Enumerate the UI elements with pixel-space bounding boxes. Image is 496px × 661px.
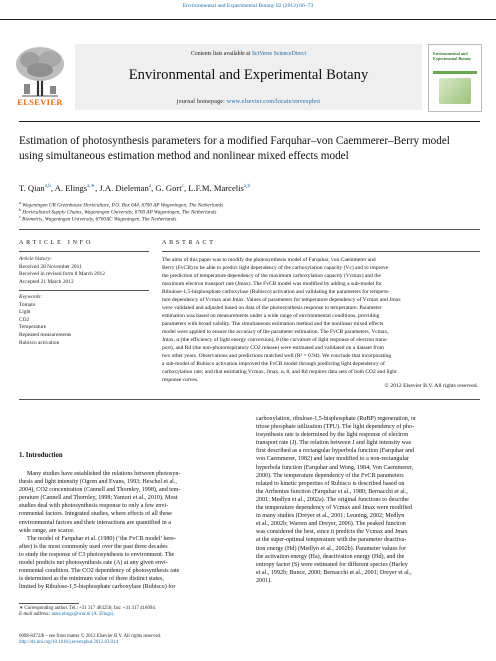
body-line: after) is the most commonly used over the past three decades — [19, 543, 168, 550]
article-info-rule — [19, 251, 149, 252]
body-line: thesis and light intensity (Ogren and Evans, 1993; Heschel et al., — [19, 479, 177, 486]
body-line: at the super-optimal temperature with the parameter deactiva- — [256, 537, 407, 544]
body-line: von Caemmerer, 1982) and later modified to a non-rectangular — [256, 456, 409, 463]
section-heading-introduction: 1. Introduction — [19, 452, 63, 459]
homepage-link[interactable]: www.elsevier.com/locate/envexpbot — [226, 99, 321, 105]
body-line: the activation energy (Ha), deactivation energy (Hd), and the — [256, 553, 405, 560]
body-line: environmental factors and their interactions are quantified in a — [19, 519, 171, 526]
keywords-label: Keywords: — [19, 294, 43, 300]
keywords — [19, 294, 149, 347]
homepage-prefix: journal homepage: — [176, 99, 225, 105]
email-label: E-mail address: — [19, 612, 51, 618]
body-line: et al., 1992b; Bunce, 2000; Bernacchi et al., 2001; Dreyer et al., — [256, 569, 412, 576]
body-line: Many studies have established the relations between photosyn- — [27, 471, 181, 477]
body-line: carboxylation, ribulose-1,5-bisphosphate (RuBP) regeneration, or — [256, 416, 416, 422]
abstract-line: estimation was based on measurements under a wide range of environmental conditions, providing — [162, 313, 380, 319]
history-revised: Received in revised form 8 March 2012 — [19, 271, 105, 278]
author-name[interactable]: L.F.M. Marcelis — [188, 183, 244, 193]
body-line: tosynthesis rate is determined by the light response of electron — [256, 432, 409, 439]
body-line: wide range, are scarce. — [19, 527, 75, 534]
author-email-link[interactable]: anne.elings@wur.nl (A. Elings). — [51, 612, 115, 618]
left-column — [19, 470, 244, 591]
abstract-line: were validated and adjusted based on data of the photosynthesis response to temperature. Parameter — [162, 305, 382, 311]
affiliation-text: Wageningen UR Greenhouse Horticulture, P.O. Box 644, 6700 AP Wageningen, The Netherlands — [22, 202, 224, 209]
sciencedirect-link[interactable]: SciVerse ScienceDirect — [251, 51, 307, 57]
journal-citation-header[interactable]: Environmental and Experimental Botany 82 (2012) 66–73 — [182, 3, 314, 9]
body-line: in many studies (Dreyer et al., 2001; Leuning, 2002; Medlyn — [256, 513, 405, 520]
footnote-rule — [19, 603, 79, 604]
abstract-heading: ABSTRACT — [162, 240, 216, 246]
issn-line: 0098-8472/$ – see front matter © 2012 Elsevier B.V. All rights reserved. — [19, 634, 162, 639]
journal-name: Environmental and Experimental Botany — [128, 67, 369, 83]
body-line: tion energy (Hd) (Medlyn et al., 2002b). Parameter values for — [256, 545, 407, 552]
history-accepted: Accepted 21 March 2012 — [19, 278, 74, 285]
history-received: Received 28 November 2011 — [19, 263, 82, 270]
article-title: Estimation of photosynthesis parameters for a modified Farquhar–von Caemmerer–Berry model using simultaneous estimation method and nonlinear mixed effects model — [19, 135, 450, 162]
abstract-line: maximum electron transport rate (Jmax). The FvCB model was modified by adding a sub-model for — [162, 281, 383, 287]
body-line: to study the response of C3 photosynthesis to environment. The — [19, 551, 175, 558]
body-line: related to kinetic properties of Rubisco is described based on — [256, 480, 405, 487]
abstract-rule — [162, 251, 480, 252]
abstract-line: carboxylation rate; and that estimating Vcmax, Jmax, α, θ, and Rd requires data sets of both CO2 and light — [162, 369, 397, 375]
affiliation-mark: a — [19, 200, 21, 205]
journal-homepage — [75, 99, 422, 105]
body-line: the Arrhenius function (Farquhar et al., 1980; Bernacchi et al., — [256, 488, 408, 495]
keyword: Rubisco activation — [19, 339, 60, 346]
abstract-copyright: © 2012 Elsevier B.V. All rights reserved. — [384, 383, 478, 389]
header-rule — [0, 19, 496, 20]
body-line: 2001; Medlyn et al., 2002a). The original functions to describe — [256, 496, 409, 503]
cover-image — [439, 78, 471, 104]
abstract-body — [162, 256, 480, 384]
abstract-line: ture dependency of Vcmax and Jmax. Values of parameters for temperature dependency of Vcmax and Jmax — [162, 297, 401, 303]
body-line: first described as a rectangular hyperbola function (Farquhar and — [256, 448, 415, 455]
abstract-line: response curves. — [162, 377, 199, 383]
body-line: transport rate (J). The relation between J and light intensity was — [256, 440, 412, 447]
body-line: studies deal with photosynthesis response to only a few envi- — [19, 503, 169, 510]
body-line: 2000). The temperature dependency of the FvCB parameters — [256, 472, 404, 479]
body-line: ronmental factors. Integrated studies, where effects of all these — [19, 511, 172, 518]
contents-availability — [75, 51, 422, 57]
body-line: The model of Farquhar et al. (1980) (‘the FvCB model’ here- — [27, 535, 176, 542]
author-name[interactable]: T. Qian — [19, 183, 45, 193]
abstract-line: The aims of this paper was to modify the photosynthesis model of Farquhar, von Caemmerer and — [162, 257, 376, 263]
abstract-line: two other years. Observations and predictions matched well (R² = 0.94). We conclude that incorporating — [162, 353, 392, 359]
history-label: Article history: — [19, 256, 52, 262]
body-line: limited by Ribulose-1,5-bisphosphate carboxylase (Rubisco) for — [19, 584, 176, 591]
abstract-line: port), and Rd (the non-photorespiratory CO2 release) were estimated and validated on a dataset from — [162, 345, 384, 351]
journal-cover-thumbnail[interactable] — [428, 44, 482, 112]
contents-prefix: Contents lists available at — [190, 51, 251, 57]
footnote-email-line — [19, 612, 249, 618]
author-name[interactable]: G. Gort — [155, 183, 182, 193]
author-name[interactable]: J.A. Dieleman — [99, 183, 149, 193]
abstract-bottom-rule — [19, 399, 480, 400]
body-line: perature (Cannell and Thornley, 1998; Yamori et al., 2010). Most — [19, 495, 178, 502]
abstract-line: a sub-model of Rubisco activation improved the FvCB model through predicting light dependency of — [162, 361, 385, 367]
affiliation-divider — [19, 229, 480, 230]
author-name[interactable]: A. Elings — [54, 183, 88, 193]
author-affiliation-mark[interactable]: a,b — [44, 183, 51, 190]
body-line: was considered the best, since it predicts the Vcmax and Jmax — [256, 529, 408, 536]
keyword: Temperature — [19, 324, 47, 331]
doi-link[interactable]: http://dx.doi.org/10.1016/j.envexpbot.2012.03.014 — [19, 640, 118, 646]
body-line: 2001). — [256, 577, 272, 584]
cover-band — [433, 71, 477, 74]
body-line: is determined as the minimum value of three distinct states, — [19, 576, 164, 583]
body-line: ronmental condition. The CO2 dependency of photosynthesis rate — [19, 568, 180, 575]
author-affiliation-mark[interactable]: c — [181, 183, 184, 190]
author-affiliation-mark[interactable]: a — [148, 183, 152, 190]
front-matter — [19, 634, 279, 646]
author-affiliation-mark[interactable]: a,b — [243, 183, 251, 190]
abstract-line: Ribulose-1,5-bisphosphate carboxylase (Rubisco) activation and validating the parameters for tempera- — [162, 289, 390, 295]
keyword: Tomato — [19, 301, 36, 308]
masthead-rule — [19, 121, 480, 122]
keyword: Repeated measurements — [19, 331, 72, 338]
affiliation — [19, 214, 419, 223]
body-line: et al., 2002b; Warren and Dreyer, 2006). The peaked function — [256, 521, 406, 528]
abstract-line: Jmax, α (the efficiency of light energy conversion), θ (the curvature of light response of electron trans- — [162, 337, 388, 343]
abstract-line: model were applied to ensure the accuracy of the parameter estimation. The FvCB parameters, Vcmax, — [162, 329, 389, 335]
body-line: the temperature dependency of Vcmax and Jmax were modified — [256, 505, 412, 512]
cover-title: Environmental and Experimental Botany — [433, 51, 472, 61]
abstract-line: parameters with broad validity. The simultaneous estimation method and the nonlinear mixed effects — [162, 321, 384, 327]
body-line: entropy factor (S) were estimated for different species (Harley — [256, 561, 408, 568]
history-divider — [19, 290, 149, 291]
affiliation-text: Biometris, Wageningen University, 6700AC Wageningen, The Netherlands — [22, 216, 177, 223]
affiliation-mark: b — [19, 207, 22, 212]
body-line: triose phosphate utilization (TPU). The light dependency of pho- — [256, 424, 415, 431]
author-affiliation-mark[interactable]: a,∗ — [87, 183, 96, 190]
publisher-logo-text: ELSEVIER — [17, 98, 63, 107]
article-history — [19, 256, 149, 286]
article-info-heading: ARTICLE INFO — [19, 240, 94, 246]
keyword: CO2 — [19, 316, 30, 323]
right-column — [256, 415, 481, 585]
footnote-contact: ∗ Corresponding author. Tel.: +31 317 483250; fax: +31 317 418094. — [19, 606, 157, 611]
affiliation-mark: c — [19, 214, 21, 219]
keyword: Light — [19, 309, 31, 316]
abstract-line: the prediction of temperature dependency of the maximum carboxylation capacity (Vcmax) and the — [162, 273, 381, 279]
body-line: 2004), CO2 concentration (Cannell and Thornley, 1998), and tem- — [19, 487, 181, 494]
body-line: model predicts net photosynthesis rate (A) at any given envi- — [19, 560, 168, 567]
abstract-line: Berry (FvCB) to be able to predict light dependency of the carboxylation capacity (Vc) and to improve — [162, 265, 389, 271]
author-list: T. Qian$^{a,b}$, A. Elings$^{a,∗}$, J.A. Dieleman$^a$, G. Gort$^c$, L.F.M. Marcelis$^{a,b}$ — [19, 183, 251, 193]
body-line: hyperbola function (Farquhar and Wong, 1984; Von Caemmerer, — [256, 464, 414, 471]
corresponding-author-footnote — [19, 606, 249, 618]
affiliation-text: Horticultural Supply Chains, Wageningen University, 6700 AP Wageningen, The Netherlands — [22, 209, 217, 216]
